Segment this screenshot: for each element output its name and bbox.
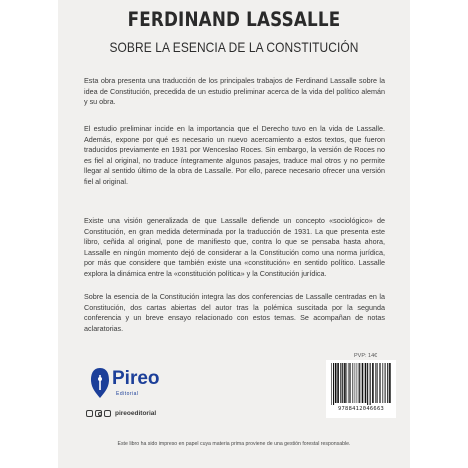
- instagram-icon[interactable]: [95, 410, 102, 417]
- pen-nib-icon: [90, 366, 110, 400]
- book-title: SOBRE LA ESENCIA DE LA CONSTITUCIÓN: [109, 40, 359, 55]
- social-handle: pireoeditorial: [115, 409, 157, 417]
- synopsis-paragraph-2: El estudio preliminar incide en la importancia que el Derecho tuvo en la vida de Lassalle. Además, expone por qué es necesario un nuevo acercamiento a estos textos, que fueron traducidos previamente en 1931 por Wenceslao Roces. Sin embargo, la versión de Roces no es fiel al original, no traduce íntegramente algunos pasajes, traduce mal otros y no permite llegar al sentido último de la obra de Lassalle. Por ello, parece necesario ofrecer una versión fiel al original.: [84, 124, 385, 186]
- x-icon[interactable]: [104, 410, 111, 417]
- facebook-icon[interactable]: [86, 410, 93, 417]
- publisher-label: Editorial: [116, 391, 139, 397]
- synopsis-paragraph-3: Existe una visión generalizada de que Lassalle defiende un concepto «sociológico» de Constitución, en gran medida determinada por la traducción de 1931. La que presenta este libro, ceñida al original, pone de manifiesto que, contra lo que se pensaba hasta ahora, Lassalle en ningún momento dejó de considerar a la Constitución como una norma jurídica, por más que considere que también existe una «constitución» en sentido político. Lassalle explora la dinámica entre la «constitución política» y la Constitución jurídica.: [84, 216, 385, 278]
- synopsis-paragraph-4: Sobre la esencia de la Constitución integra las dos conferencias de Lassalle centradas en la Constitución, dos cartas abiertas del autor tras la polémica suscitada por la segunda conferencia y un breve ensayo relacionado con estos temas. Se acompañan de notas aclaratorias.: [84, 292, 385, 333]
- isbn-barcode: [326, 360, 396, 418]
- paper-notice: Este libro ha sido impreso en papel cuya materia prima proviene de una gestión forestal responsable.: [117, 441, 351, 447]
- price-label: PVP: 14€: [354, 353, 378, 359]
- synopsis-paragraph-1: Esta obra presenta una traducción de los principales trabajos de Ferdinand Lassalle sobre la idea de Constitución, precedida de un estudio preliminar acerca de la vida del político alemán y su obra.: [84, 76, 385, 107]
- publisher-name: Pireo: [112, 368, 160, 389]
- book-back-cover: [58, 0, 410, 468]
- author-name: FERDINAND LASSALLE: [127, 8, 341, 31]
- barcode-bars: [331, 363, 391, 405]
- publisher-logo: [90, 366, 170, 402]
- social-links: [86, 408, 156, 418]
- isbn-number: 9788412046663: [337, 406, 385, 412]
